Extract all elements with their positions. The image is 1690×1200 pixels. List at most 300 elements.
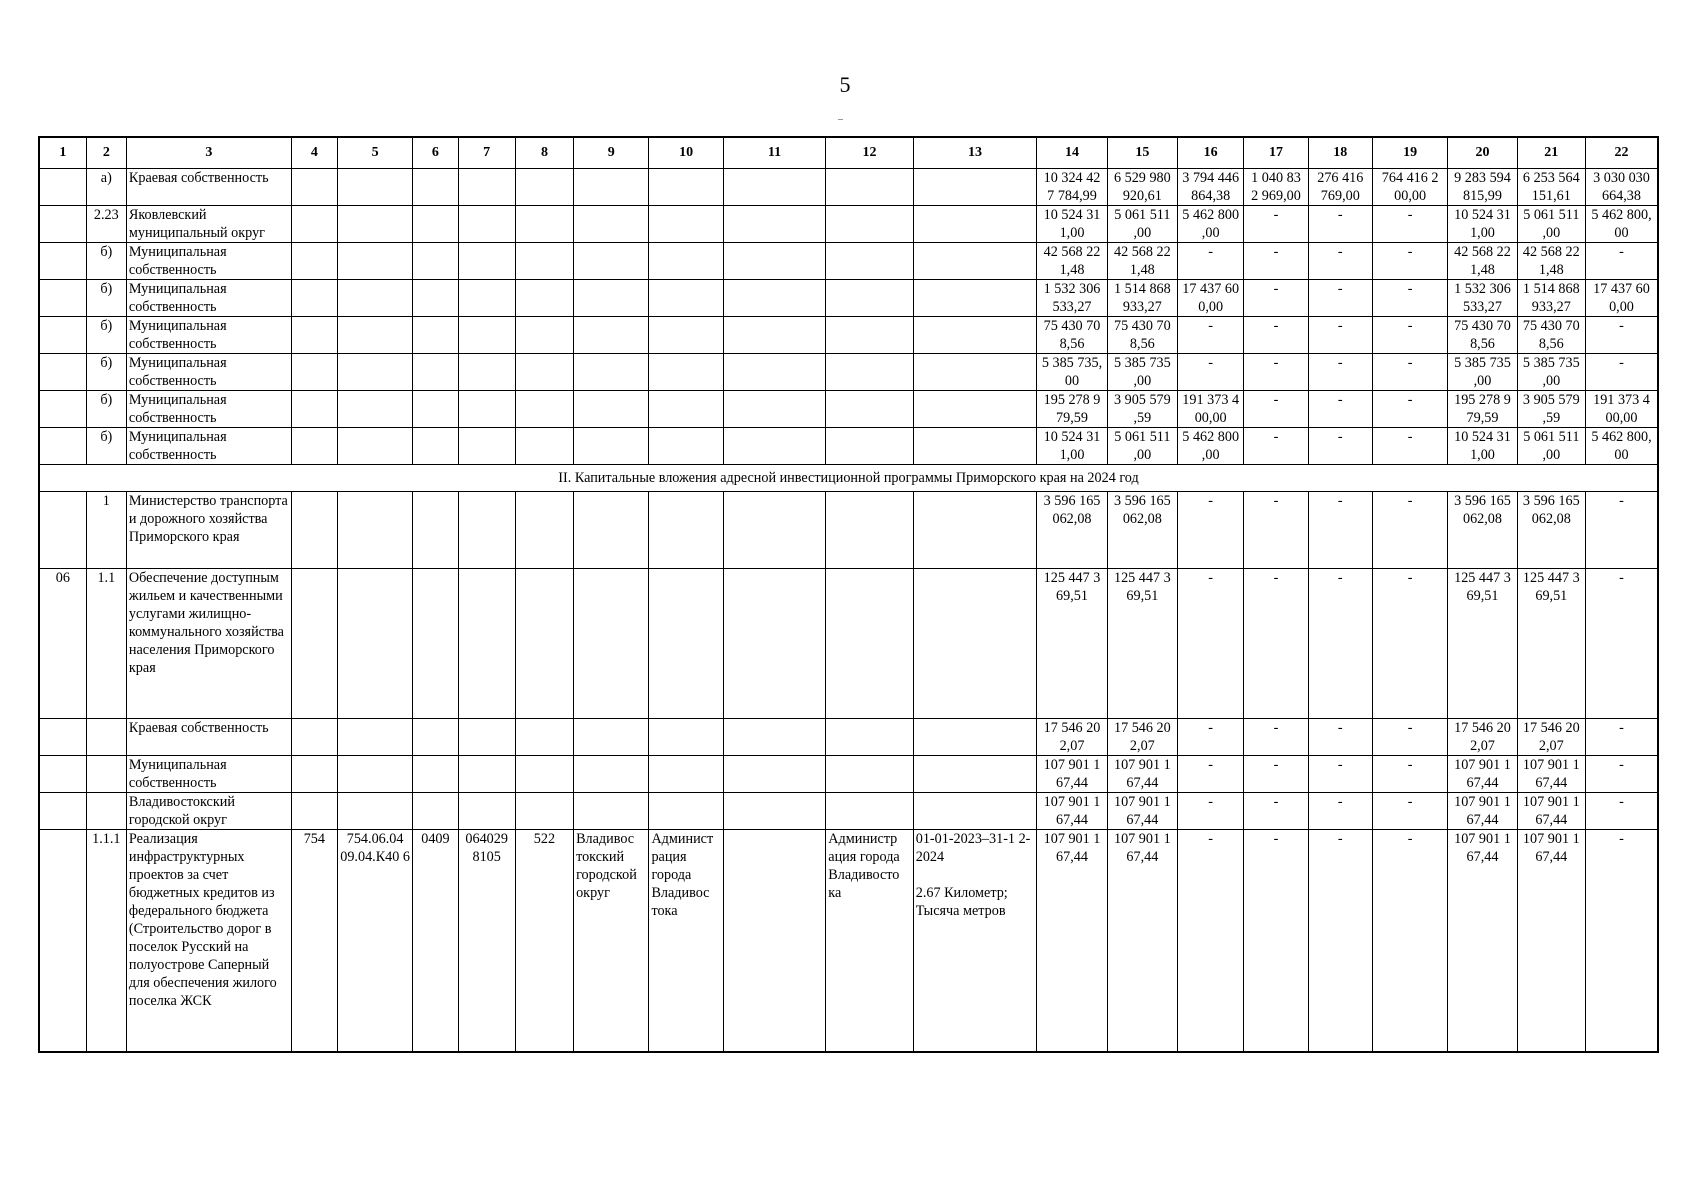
- table-cell: [515, 569, 573, 719]
- rows-top: [39, 169, 1658, 465]
- table-cell: [723, 243, 826, 280]
- table-cell: -: [1308, 317, 1372, 354]
- table-cell: [574, 280, 649, 317]
- table-cell: 3 030 030 664,38: [1585, 169, 1658, 206]
- table-cell: б): [86, 354, 126, 391]
- table-cell: [458, 206, 515, 243]
- table-cell: -: [1244, 428, 1308, 465]
- table-cell: Муниципальная собственность: [126, 317, 291, 354]
- table-cell: Муниципальная собственность: [126, 428, 291, 465]
- table-cell: [515, 243, 573, 280]
- table-cell: [337, 280, 412, 317]
- table-cell: [515, 492, 573, 569]
- table-cell: 5 462 800 ,00: [1178, 428, 1244, 465]
- table-cell: [39, 719, 86, 756]
- table-cell: 17 437 60 0,00: [1585, 280, 1658, 317]
- table-cell: [39, 391, 86, 428]
- table-cell: 107 901 1 67,44: [1517, 756, 1585, 793]
- header-cell: 4: [291, 137, 337, 169]
- table-row: [39, 317, 1658, 354]
- table-cell: [458, 793, 515, 830]
- table-cell: 75 430 70 8,56: [1107, 317, 1177, 354]
- table-cell: 10 324 42 7 784,99: [1037, 169, 1107, 206]
- table-cell: 125 447 3 69,51: [1037, 569, 1107, 719]
- table-cell: [826, 317, 913, 354]
- table-cell: [515, 756, 573, 793]
- table-cell: [39, 206, 86, 243]
- table-cell: 276 416 769,00: [1308, 169, 1372, 206]
- table-cell: Владивос токский городской округ: [574, 830, 649, 1052]
- table-cell: -: [1244, 243, 1308, 280]
- table-cell: [826, 243, 913, 280]
- table-cell: [826, 756, 913, 793]
- header-cell: 22: [1585, 137, 1658, 169]
- table-cell: 6 253 564 151,61: [1517, 169, 1585, 206]
- table-cell: -: [1372, 569, 1447, 719]
- table-cell: 3 596 165 062,08: [1107, 492, 1177, 569]
- table-cell: -: [1372, 280, 1447, 317]
- table-cell: -: [1585, 719, 1658, 756]
- table-cell: [413, 428, 458, 465]
- table-cell: 42 568 22 1,48: [1517, 243, 1585, 280]
- header-cell: 13: [913, 137, 1037, 169]
- table-cell: [574, 354, 649, 391]
- table-cell: [86, 756, 126, 793]
- table-cell: 195 278 9 79,59: [1448, 391, 1517, 428]
- table-cell: 5 385 735 ,00: [1448, 354, 1517, 391]
- table-cell: [574, 206, 649, 243]
- table-cell: [337, 169, 412, 206]
- table-cell: [723, 569, 826, 719]
- table-cell: -: [1372, 428, 1447, 465]
- table-cell: -: [1244, 719, 1308, 756]
- table-cell: [458, 243, 515, 280]
- table-cell: [649, 206, 723, 243]
- table-cell: -: [1585, 830, 1658, 1052]
- table-cell: [337, 428, 412, 465]
- table-cell: 1: [86, 492, 126, 569]
- table-cell: [515, 317, 573, 354]
- table-cell: [413, 169, 458, 206]
- table-cell: 17 437 60 0,00: [1178, 280, 1244, 317]
- header-cell: 7: [458, 137, 515, 169]
- table-cell: -: [1585, 243, 1658, 280]
- table-cell: [574, 428, 649, 465]
- table-cell: -: [1178, 569, 1244, 719]
- table-cell: [291, 756, 337, 793]
- table-cell: [574, 492, 649, 569]
- table-cell: 42 568 22 1,48: [1448, 243, 1517, 280]
- page-number: 5: [839, 72, 851, 97]
- table-cell: [649, 169, 723, 206]
- table-cell: -: [1372, 354, 1447, 391]
- table-cell: [337, 243, 412, 280]
- section-row: [39, 465, 1658, 492]
- table-cell: Владивостокский городской округ: [126, 793, 291, 830]
- table-cell: [413, 569, 458, 719]
- table-cell: -: [1308, 428, 1372, 465]
- table-cell: [649, 569, 723, 719]
- table-cell: [458, 428, 515, 465]
- table-cell: 5 061 511 ,00: [1517, 206, 1585, 243]
- table-cell: -: [1178, 317, 1244, 354]
- table-cell: [723, 206, 826, 243]
- table-cell: [39, 756, 86, 793]
- header-cell: 17: [1244, 137, 1308, 169]
- table-cell: [413, 492, 458, 569]
- table-cell: б): [86, 391, 126, 428]
- table-row: [39, 756, 1658, 793]
- table-cell: Краевая собственность: [126, 169, 291, 206]
- table-row: [39, 830, 1658, 1052]
- table-cell: [458, 756, 515, 793]
- table-cell: -: [1372, 830, 1447, 1052]
- table-row: [39, 206, 1658, 243]
- table-cell: Муниципальная собственность: [126, 354, 291, 391]
- table-cell: [723, 280, 826, 317]
- table-cell: 10 524 31 1,00: [1448, 428, 1517, 465]
- table-cell: 1 532 306 533,27: [1037, 280, 1107, 317]
- table-cell: Муниципальная собственность: [126, 243, 291, 280]
- table-cell: [515, 391, 573, 428]
- table-cell: [39, 317, 86, 354]
- table-cell: [649, 391, 723, 428]
- table-cell: 5 462 800, 00: [1585, 206, 1658, 243]
- table-row: [39, 354, 1658, 391]
- table-cell: [39, 428, 86, 465]
- table-cell: -: [1308, 756, 1372, 793]
- table-cell: [826, 169, 913, 206]
- table-cell: [458, 169, 515, 206]
- table-cell: -: [1244, 391, 1308, 428]
- table-cell: [723, 391, 826, 428]
- table-cell: б): [86, 317, 126, 354]
- table-cell: -: [1178, 830, 1244, 1052]
- table-cell: 107 901 1 67,44: [1517, 830, 1585, 1052]
- table-cell: [723, 492, 826, 569]
- table-cell: -: [1585, 569, 1658, 719]
- table-cell: [458, 719, 515, 756]
- table-cell: 3 596 165 062,08: [1517, 492, 1585, 569]
- table-cell: 107 901 1 67,44: [1448, 793, 1517, 830]
- table-cell: 107 901 1 67,44: [1107, 756, 1177, 793]
- table-cell: 107 901 1 67,44: [1107, 830, 1177, 1052]
- table-cell: [337, 317, 412, 354]
- table-cell: Краевая собственность: [126, 719, 291, 756]
- table-cell: 10 524 31 1,00: [1037, 428, 1107, 465]
- table-cell: [913, 492, 1037, 569]
- table-cell: 107 901 1 67,44: [1037, 793, 1107, 830]
- table-cell: [291, 793, 337, 830]
- table-cell: [649, 428, 723, 465]
- table-cell: [913, 243, 1037, 280]
- table-cell: [913, 280, 1037, 317]
- table-cell: -: [1178, 243, 1244, 280]
- table-cell: [515, 428, 573, 465]
- table-cell: [649, 317, 723, 354]
- table-cell: [574, 243, 649, 280]
- table-cell: 06: [39, 569, 86, 719]
- table-cell: [413, 354, 458, 391]
- investment-table: [38, 136, 1659, 1053]
- table-cell: [291, 719, 337, 756]
- table-cell: [458, 492, 515, 569]
- table-cell: [574, 317, 649, 354]
- table-cell: [826, 280, 913, 317]
- table-cell: -: [1178, 492, 1244, 569]
- table-cell: [39, 243, 86, 280]
- table-cell: Обеспечение доступным жильем и качественными услугами жилищно-коммунального хозяйства населения Приморского края: [126, 569, 291, 719]
- table-cell: 75 430 70 8,56: [1517, 317, 1585, 354]
- table-cell: [826, 354, 913, 391]
- table-cell: [337, 391, 412, 428]
- table-cell: 195 278 9 79,59: [1037, 391, 1107, 428]
- table-cell: [515, 280, 573, 317]
- table-cell: -: [1372, 317, 1447, 354]
- header-row: [39, 137, 1658, 169]
- table-cell: 17 546 20 2,07: [1448, 719, 1517, 756]
- table-cell: 1.1: [86, 569, 126, 719]
- table-cell: [458, 391, 515, 428]
- table-cell: -: [1178, 354, 1244, 391]
- table-cell: [826, 206, 913, 243]
- page-mark: [838, 119, 843, 120]
- table-cell: 5 462 800, 00: [1585, 428, 1658, 465]
- table-cell: 9 283 594 815,99: [1448, 169, 1517, 206]
- table-cell: -: [1372, 719, 1447, 756]
- table-cell: [913, 169, 1037, 206]
- table-cell: [413, 719, 458, 756]
- header-cell: 5: [337, 137, 412, 169]
- table-cell: -: [1308, 354, 1372, 391]
- table-cell: 5 385 735 ,00: [1517, 354, 1585, 391]
- table-cell: 3 905 579 ,59: [1517, 391, 1585, 428]
- table-cell: [649, 492, 723, 569]
- table-cell: -: [1178, 756, 1244, 793]
- table-cell: -: [1308, 206, 1372, 243]
- table-cell: [413, 793, 458, 830]
- table-cell: -: [1244, 317, 1308, 354]
- header-cell: 2: [86, 137, 126, 169]
- table-cell: -: [1244, 793, 1308, 830]
- table-cell: 6 529 980 920,61: [1107, 169, 1177, 206]
- table-cell: [723, 317, 826, 354]
- table-cell: 0409: [413, 830, 458, 1052]
- table-cell: -: [1585, 756, 1658, 793]
- table-cell: 2.23: [86, 206, 126, 243]
- header-cell: 18: [1308, 137, 1372, 169]
- table-cell: а): [86, 169, 126, 206]
- table-cell: 3 794 446 864,38: [1178, 169, 1244, 206]
- table-cell: [39, 492, 86, 569]
- table-cell: [913, 354, 1037, 391]
- table-cell: -: [1372, 391, 1447, 428]
- table-cell: [337, 354, 412, 391]
- table-cell: 107 901 1 67,44: [1448, 756, 1517, 793]
- table-cell: -: [1308, 492, 1372, 569]
- header-cell: 21: [1517, 137, 1585, 169]
- table-row: [39, 243, 1658, 280]
- table-cell: [913, 428, 1037, 465]
- table-cell: [826, 793, 913, 830]
- header-cell: 8: [515, 137, 573, 169]
- table-cell: 107 901 1 67,44: [1037, 756, 1107, 793]
- table-cell: [515, 354, 573, 391]
- table-cell: [413, 391, 458, 428]
- table-cell: [913, 317, 1037, 354]
- table-cell: [574, 793, 649, 830]
- table-cell: 42 568 22 1,48: [1037, 243, 1107, 280]
- table-cell: [574, 756, 649, 793]
- table-cell: 5 462 800 ,00: [1178, 206, 1244, 243]
- header-cell: 14: [1037, 137, 1107, 169]
- table-cell: 1 514 868 933,27: [1517, 280, 1585, 317]
- table-cell: [291, 354, 337, 391]
- table-cell: 764 416 2 00,00: [1372, 169, 1447, 206]
- table-cell: -: [1244, 206, 1308, 243]
- table-cell: 191 373 4 00,00: [1585, 391, 1658, 428]
- table-cell: Муниципальная собственность: [126, 756, 291, 793]
- table-cell: [337, 719, 412, 756]
- table-cell: [413, 280, 458, 317]
- table-cell: [649, 280, 723, 317]
- table-cell: -: [1244, 569, 1308, 719]
- table-row: [39, 428, 1658, 465]
- table-cell: 754: [291, 830, 337, 1052]
- table-cell: -: [1308, 719, 1372, 756]
- table-cell: [39, 354, 86, 391]
- table-cell: [649, 243, 723, 280]
- header-cell: 11: [723, 137, 826, 169]
- table-cell: [826, 391, 913, 428]
- table-cell: 3 596 165 062,08: [1448, 492, 1517, 569]
- table-cell: -: [1308, 243, 1372, 280]
- table-cell: 5 061 511 ,00: [1107, 428, 1177, 465]
- table-cell: [413, 206, 458, 243]
- table-cell: [515, 206, 573, 243]
- table-cell: -: [1585, 354, 1658, 391]
- table-cell: [86, 719, 126, 756]
- table-cell: -: [1178, 719, 1244, 756]
- table-cell: [39, 830, 86, 1052]
- table-cell: [723, 169, 826, 206]
- table-cell: [337, 793, 412, 830]
- table-cell: -: [1372, 243, 1447, 280]
- table-cell: [291, 391, 337, 428]
- table-cell: 125 447 3 69,51: [1107, 569, 1177, 719]
- header-cell: 3: [126, 137, 291, 169]
- table-cell: -: [1244, 280, 1308, 317]
- table-cell: [913, 793, 1037, 830]
- table-cell: [723, 719, 826, 756]
- header-cell: 9: [574, 137, 649, 169]
- table-cell: -: [1308, 280, 1372, 317]
- table-cell: Министерство транспорта и дорожного хозяйства Приморского края: [126, 492, 291, 569]
- table-cell: [515, 793, 573, 830]
- table-cell: 1 040 83 2 969,00: [1244, 169, 1308, 206]
- table-cell: 064029 8105: [458, 830, 515, 1052]
- table-cell: Админист рация города Владивос тока: [649, 830, 723, 1052]
- table-row: [39, 569, 1658, 719]
- table-row: [39, 793, 1658, 830]
- table-cell: [723, 793, 826, 830]
- table-cell: Администр ация города Владивосто ка: [826, 830, 913, 1052]
- table-cell: -: [1308, 391, 1372, 428]
- section-row-group: [39, 465, 1658, 492]
- table-cell: -: [1244, 492, 1308, 569]
- table-cell: [913, 756, 1037, 793]
- table-cell: 125 447 3 69,51: [1517, 569, 1585, 719]
- table-cell: [291, 428, 337, 465]
- table-cell: 191 373 4 00,00: [1178, 391, 1244, 428]
- table-cell: 42 568 22 1,48: [1107, 243, 1177, 280]
- table-cell: [291, 569, 337, 719]
- table-cell: [515, 719, 573, 756]
- table-cell: [723, 756, 826, 793]
- table-cell: 5 061 511 ,00: [1517, 428, 1585, 465]
- table-cell: 1 514 868 933,27: [1107, 280, 1177, 317]
- table-cell: Яковлевский муниципальный округ: [126, 206, 291, 243]
- table-cell: [413, 756, 458, 793]
- table-cell: -: [1372, 492, 1447, 569]
- table-cell: [723, 354, 826, 391]
- table-cell: -: [1585, 793, 1658, 830]
- table-cell: [413, 317, 458, 354]
- table-row: [39, 280, 1658, 317]
- table-cell: -: [1308, 830, 1372, 1052]
- table-cell: 107 901 1 67,44: [1448, 830, 1517, 1052]
- table-cell: 107 901 1 67,44: [1107, 793, 1177, 830]
- table-cell: [913, 719, 1037, 756]
- table-cell: 107 901 1 67,44: [1037, 830, 1107, 1052]
- table-cell: [649, 793, 723, 830]
- table-cell: [291, 169, 337, 206]
- header-cell: 1: [39, 137, 86, 169]
- table-cell: Муниципальная собственность: [126, 280, 291, 317]
- table-cell: [649, 719, 723, 756]
- table-cell: -: [1372, 206, 1447, 243]
- table-cell: -: [1585, 317, 1658, 354]
- table-cell: [291, 243, 337, 280]
- table-cell: 522: [515, 830, 573, 1052]
- table-cell: [826, 428, 913, 465]
- table-cell: [574, 169, 649, 206]
- header-cell: 6: [413, 137, 458, 169]
- table-cell: 5 385 735 ,00: [1107, 354, 1177, 391]
- table-cell: [291, 317, 337, 354]
- table-cell: -: [1244, 756, 1308, 793]
- table-cell: [515, 169, 573, 206]
- table-cell: [574, 391, 649, 428]
- table-row: [39, 492, 1658, 569]
- table-cell: [826, 492, 913, 569]
- table-cell: [337, 569, 412, 719]
- table-cell: -: [1308, 569, 1372, 719]
- table-cell: [291, 492, 337, 569]
- table-cell: [458, 569, 515, 719]
- table-cell: [913, 206, 1037, 243]
- table-cell: [723, 428, 826, 465]
- table-cell: б): [86, 428, 126, 465]
- table-cell: [337, 756, 412, 793]
- table-cell: [723, 830, 826, 1052]
- table-row: [39, 391, 1658, 428]
- table-cell: [826, 719, 913, 756]
- header-cell: 15: [1107, 137, 1177, 169]
- rows-bottom: [39, 492, 1658, 1052]
- table-cell: [458, 280, 515, 317]
- table-cell: 125 447 3 69,51: [1448, 569, 1517, 719]
